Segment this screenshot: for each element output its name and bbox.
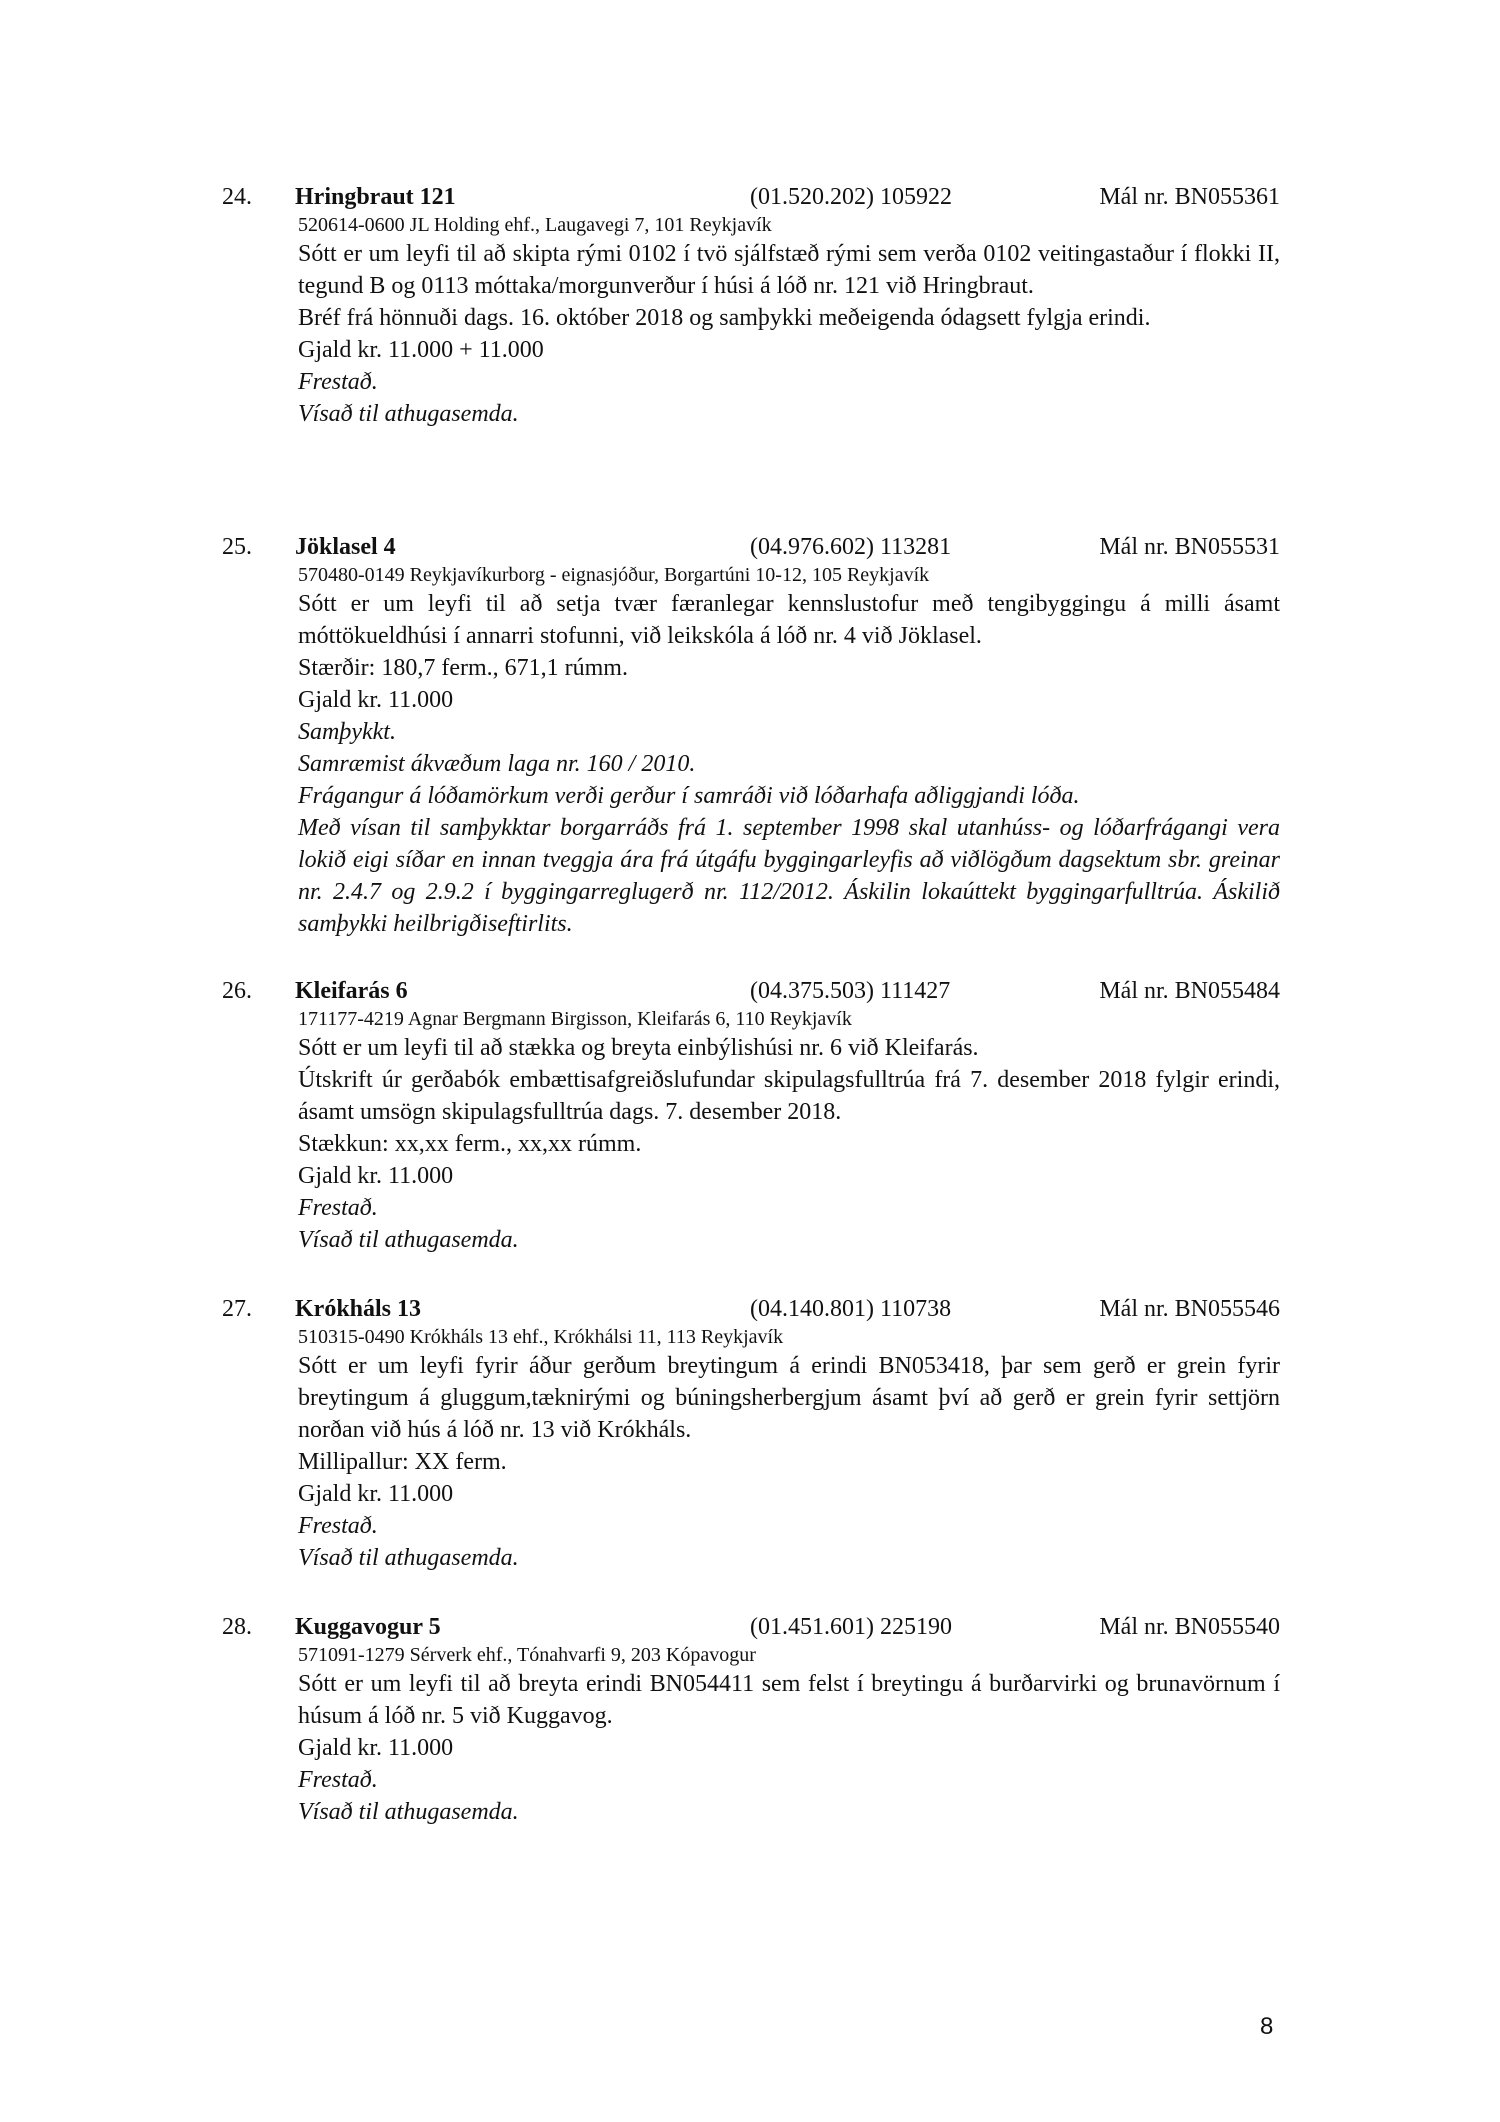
remark: Vísað til athugasemda. (298, 1227, 519, 1253)
fee: Gjald kr. 11.000 (298, 687, 454, 713)
entry-header (295, 531, 1280, 563)
remark: Vísað til athugasemda. (298, 1545, 519, 1571)
fee: Gjald kr. 11.000 (298, 1163, 454, 1189)
case-number: Mál nr. BN055531 (1099, 534, 1280, 560)
entry-title: Jöklasel 4 (295, 534, 396, 560)
case-number: Mál nr. BN055484 (1099, 978, 1280, 1004)
fee: Gjald kr. 11.000 (298, 1735, 454, 1761)
description: Sótt er um leyfi til að stækka og breyta einbýlishúsi nr. 6 við Kleifarás. (298, 1035, 979, 1061)
remark: Vísað til athugasemda. (298, 1799, 519, 1825)
land-id: (04.140.801) 110738 (750, 1296, 952, 1322)
applicant: 520614-0600 JL Holding ehf., Laugavegi 7, 101 Reykjavík (298, 214, 772, 236)
note: Útskrift úr gerðabók embættisafgreiðslufundar skipulagsfulltrúa frá 7. desember 2018 fylgir erindi, ásamt umsögn skipulagsfulltrúa dags. 7. desember 2018. (298, 1067, 1280, 1125)
page-number: 8 (1260, 2013, 1274, 2040)
entry-header (295, 975, 1280, 1007)
applicant: 570480-0149 Reykjavíkurborg - eignasjóður, Borgartúni 10-12, 105 Reykjavík (298, 564, 930, 586)
entry-title: Krókháls 13 (295, 1296, 422, 1322)
land-id: (01.520.202) 105922 (750, 184, 952, 210)
entry-title: Hringbraut 121 (295, 184, 456, 210)
sizes: Millipallur: XX ferm. (298, 1449, 507, 1475)
case-number: Mál nr. BN055540 (1099, 1614, 1280, 1640)
description: Sótt er um leyfi til að breyta erindi BN054411 sem felst í breytingu á burðarvirki og brunavörnum í húsum á lóð nr. 5 við Kuggavog. (298, 1671, 1280, 1729)
applicant: 171177-4219 Agnar Bergmann Birgisson, Kleifarás 6, 110 Reykjavík (298, 1008, 852, 1030)
entry-body (298, 213, 1280, 430)
decision: Frestað. (298, 369, 378, 395)
description: Sótt er um leyfi fyrir áður gerðum breytingum á erindi BN053418, þar sem gerð er grein fyrir breytingum á gluggum,tæknirými og búningsherbergjum ásamt því að gerð er grein fyrir settjörn norðan við hús á lóð nr. 13 við Krókháls. (298, 1353, 1280, 1443)
entry-title: Kleifarás 6 (295, 978, 408, 1004)
decision: Frestað. (298, 1195, 378, 1221)
case-number: Mál nr. BN055546 (1099, 1296, 1280, 1322)
entry-header (295, 1293, 1280, 1325)
fee: Gjald kr. 11.000 (298, 1481, 454, 1507)
applicant: 510315-0490 Krókháls 13 ehf., Krókhálsi 11, 113 Reykjavík (298, 1326, 784, 1348)
entry-body (298, 1643, 1280, 1828)
condition: Frágangur á lóðamörkum verði gerður í samráði við lóðarhafa aðliggjandi lóða. (298, 783, 1080, 809)
fee: Gjald kr. 11.000 + 11.000 (298, 337, 544, 363)
sizes: Stærðir: 180,7 ferm., 671,1 rúmm. (298, 655, 628, 681)
land-id: (04.375.503) 111427 (750, 978, 951, 1004)
entry-number: 25. (222, 534, 252, 560)
decision: Frestað. (298, 1513, 378, 1539)
remark: Vísað til athugasemda. (298, 401, 519, 427)
decision: Frestað. (298, 1767, 378, 1793)
entry-header (295, 181, 1280, 213)
description: Sótt er um leyfi til að setja tvær færanlegar kennslustofur með tengibyggingu á milli ásamt móttökueldhúsi í annarri stofunni, við leikskóla á lóð nr. 4 við Jöklasel. (298, 591, 1280, 649)
condition: Samræmist ákvæðum laga nr. 160 / 2010. (298, 751, 696, 777)
description: Sótt er um leyfi til að skipta rými 0102 í tvö sjálfstæð rými sem verða 0102 veitingastaður í flokki II, tegund B og 0113 móttaka/morgunverður í húsi á lóð nr. 121 við Hringbraut. (298, 241, 1280, 299)
condition: Með vísan til samþykktar borgarráðs frá 1. september 1998 skal utanhúss- og lóðarfrágangi vera lokið eigi síðar en innan tveggja ára frá útgáfu byggingarleyfis að viðlögðum dagsektum sbr. greinar nr. 2.4.7 og 2.9.2 í byggingarreglugerð nr. 112/2012. Áskilin lokaúttekt byggingarfulltrúa. Áskilið samþykki heilbrigðiseftirlits. (298, 815, 1280, 937)
entry-header (295, 1611, 1280, 1643)
entry-body (298, 563, 1280, 940)
entry-body (298, 1325, 1280, 1574)
sizes: Stækkun: xx,xx ferm., xx,xx rúmm. (298, 1131, 642, 1157)
note: Bréf frá hönnuði dags. 16. október 2018 og samþykki meðeigenda ódagsett fylgja erindi. (298, 305, 1151, 331)
applicant: 571091-1279 Sérverk ehf., Tónahvarfi 9, 203 Kópavogur (298, 1644, 756, 1666)
entry-number: 28. (222, 1614, 252, 1640)
land-id: (04.976.602) 113281 (750, 534, 952, 560)
decision: Samþykkt. (298, 719, 396, 745)
entry-title: Kuggavogur 5 (295, 1614, 441, 1640)
entry-body (298, 1007, 1280, 1256)
entry-number: 27. (222, 1296, 252, 1322)
entry-number: 26. (222, 978, 252, 1004)
land-id: (01.451.601) 225190 (750, 1614, 952, 1640)
case-number: Mál nr. BN055361 (1099, 184, 1280, 210)
entry-number: 24. (222, 184, 252, 210)
